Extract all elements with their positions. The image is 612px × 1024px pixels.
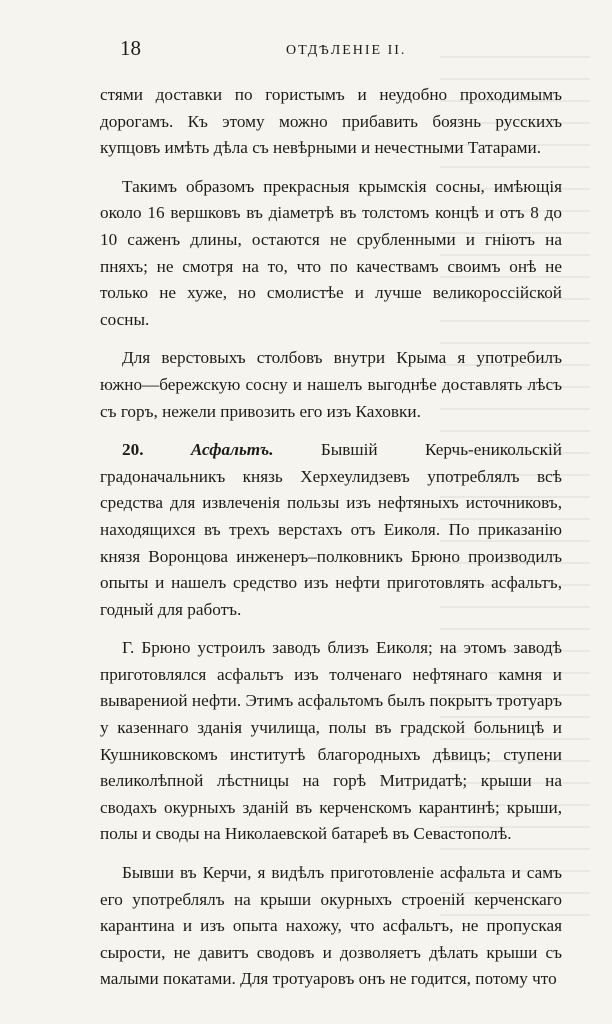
paragraph-text: Бывши въ Керчи, я видѣлъ приготовленіе асфальта и самъ его употреблялъ на крыши окурныхъ строеній керченскаго карантина и изъ опыта нахожу, что асфальтъ, не пропуская сырости, не давитъ сводовъ и дозволяетъ дѣлать крыши съ малыми покатами. Для тротуаровъ онъ не годится, потому что <box>100 863 562 989</box>
section-number: 20. <box>122 440 144 460</box>
paragraph-2 <box>100 174 562 334</box>
paragraph-6 <box>100 860 562 993</box>
body-text <box>100 82 562 1005</box>
paragraph-4-section-20 <box>100 437 562 623</box>
section-title: Асфальтъ. <box>190 440 274 460</box>
paragraph-1 <box>100 82 562 162</box>
running-head: ОТДѢЛЕНІЕ II. <box>286 43 407 58</box>
paragraph-text: Бывшій Керчь-еникольскій градоначальникъ князь Херхеулидзевъ употреблялъ всѣ средства для извлеченія пользы изъ нефтяныхъ источниковъ, находящихся въ трехъ верстахъ отъ Еиколя. По приказанію князя Воронцова инженеръ–полковникъ Брюно производилъ опыты и нашелъ средство изъ нефти приготовлять асфальтъ, годный для работъ. <box>100 440 562 619</box>
paragraph-5 <box>100 635 562 848</box>
paragraph-text: стями доставки по гористымъ и неудобно проходимымъ дорогамъ. Къ этому можно прибавить боязнь русскихъ купцовъ имѣть дѣла съ невѣрными и нечестными Татарами. <box>100 85 562 158</box>
page-header <box>100 36 560 62</box>
paragraph-text: Г. Брюно устроилъ заводъ близъ Еиколя; на этомъ заводѣ приготовлялся асфальтъ изъ толченаго нефтянаго камня и выварениой нефти. Этимъ асфальтомъ былъ покрытъ тротуаръ у казеннаго зданія училища, полы въ градской больницѣ и Кушниковскомъ институтѣ благородныхъ дѣвицъ; ступени великолѣпной лѣстницы на горѣ Митридатѣ; крыши на сводахъ окурныхъ зданій въ керченскомъ карантинѣ; крыши, полы и своды на Николаевской батареѣ въ Севастополѣ. <box>100 638 562 844</box>
paragraph-3 <box>100 345 562 425</box>
page-number: 18 <box>120 36 141 60</box>
paragraph-text: Для верстовыхъ столбовъ внутри Крыма я употребилъ южно—бережскую сосну и нашелъ выгоднѣе доставлять лѣсъ съ горъ, нежели привозить его изъ Каховки. <box>100 348 562 421</box>
paragraph-text: Такимъ образомъ прекрасныя крымскія сосны, имѣющія около 16 вершковъ въ діаметрѣ въ толстомъ концѣ и отъ 8 до 10 саженъ длины, остаются не срубленными и гніютъ на пняхъ; не смотря на то, что по качествамъ своимъ онѣ не только не хуже, но смолистѣе и лучше великороссійской сосны. <box>100 176 562 329</box>
